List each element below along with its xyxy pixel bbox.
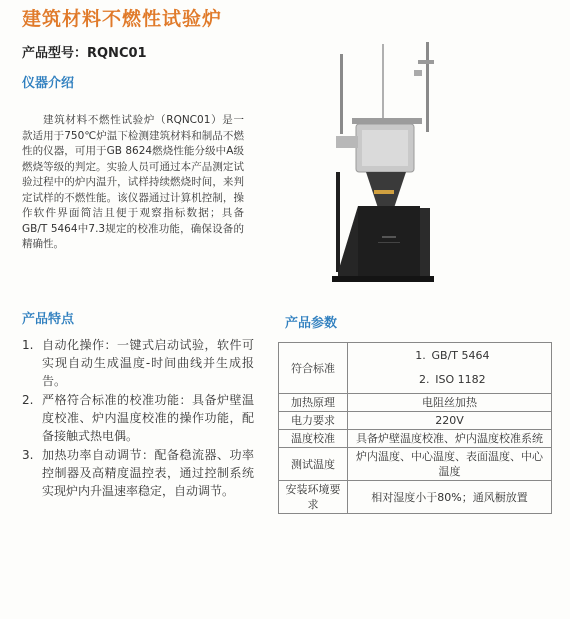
param-key: 安装环境要求: [279, 481, 348, 514]
param-key: 符合标准: [279, 343, 348, 394]
param-key: 加热原理: [279, 394, 348, 412]
param-value: 具备炉壁温度校准、炉内温度校准系统: [348, 430, 552, 448]
param-value: [348, 343, 552, 394]
table-row: [279, 394, 552, 412]
features-list: [22, 336, 254, 501]
table-row: [279, 430, 552, 448]
param-value: 220V: [348, 412, 552, 430]
table-row: [279, 343, 552, 394]
param-value: 电阻丝加热: [348, 394, 552, 412]
feature-item: 2. 严格符合标准的校准功能：具备炉壁温度校准、炉内温度校准的操作功能，配备接触式热电偶。: [22, 393, 254, 443]
param-key: 温度校准: [279, 430, 348, 448]
section-params-heading: 产品参数: [285, 316, 338, 331]
table-row: [279, 412, 552, 430]
table-row: [279, 481, 552, 514]
param-value: 炉内温度、中心温度、表面温度、中心温度: [348, 448, 552, 481]
standard-item: 2. ISO 1182: [419, 373, 486, 386]
product-model: 产品型号：RQNC01: [22, 46, 147, 61]
param-value: 相对湿度小于80%；通风橱放置: [348, 481, 552, 514]
feature-item: 1. 自动化操作：一键式启动试验，软件可实现自动生成温度-时间曲线并生成报告。: [22, 338, 254, 388]
params-table: [278, 342, 552, 514]
section-features-heading: 产品特点: [22, 312, 75, 327]
intro-paragraph: 建筑材料不燃性试验炉（RQNC01）是一款适用于750℃炉温下检测建筑材料和制品不燃性的仪器，可用于GB 8624燃烧性能分级中A级燃烧等级的判定。实验人员可通过本产品测定试验过程中的炉内温升，试样持续燃烧时间，来判定试样的不燃性能。该仪器通过计算机控制，操作软件界面简洁且便于观察指标数据；具备GB/T 5464中7.3规定的校准功能，确保设备的精确性。: [22, 114, 244, 250]
standard-item: 1. GB/T 5464: [415, 349, 490, 362]
table-row: [279, 448, 552, 481]
page-title: 建筑材料不燃性试验炉: [22, 8, 223, 30]
feature-item: 3. 加热功率自动调节：配备稳流器、功率控制器及高精度温控表，通过控制系统实现炉内升温速率稳定，自动调节。: [22, 448, 254, 498]
furnace-product-image: [322, 40, 458, 286]
param-key: 电力要求: [279, 412, 348, 430]
param-key: 测试温度: [279, 448, 348, 481]
section-intro-heading: 仪器介绍: [22, 76, 75, 91]
